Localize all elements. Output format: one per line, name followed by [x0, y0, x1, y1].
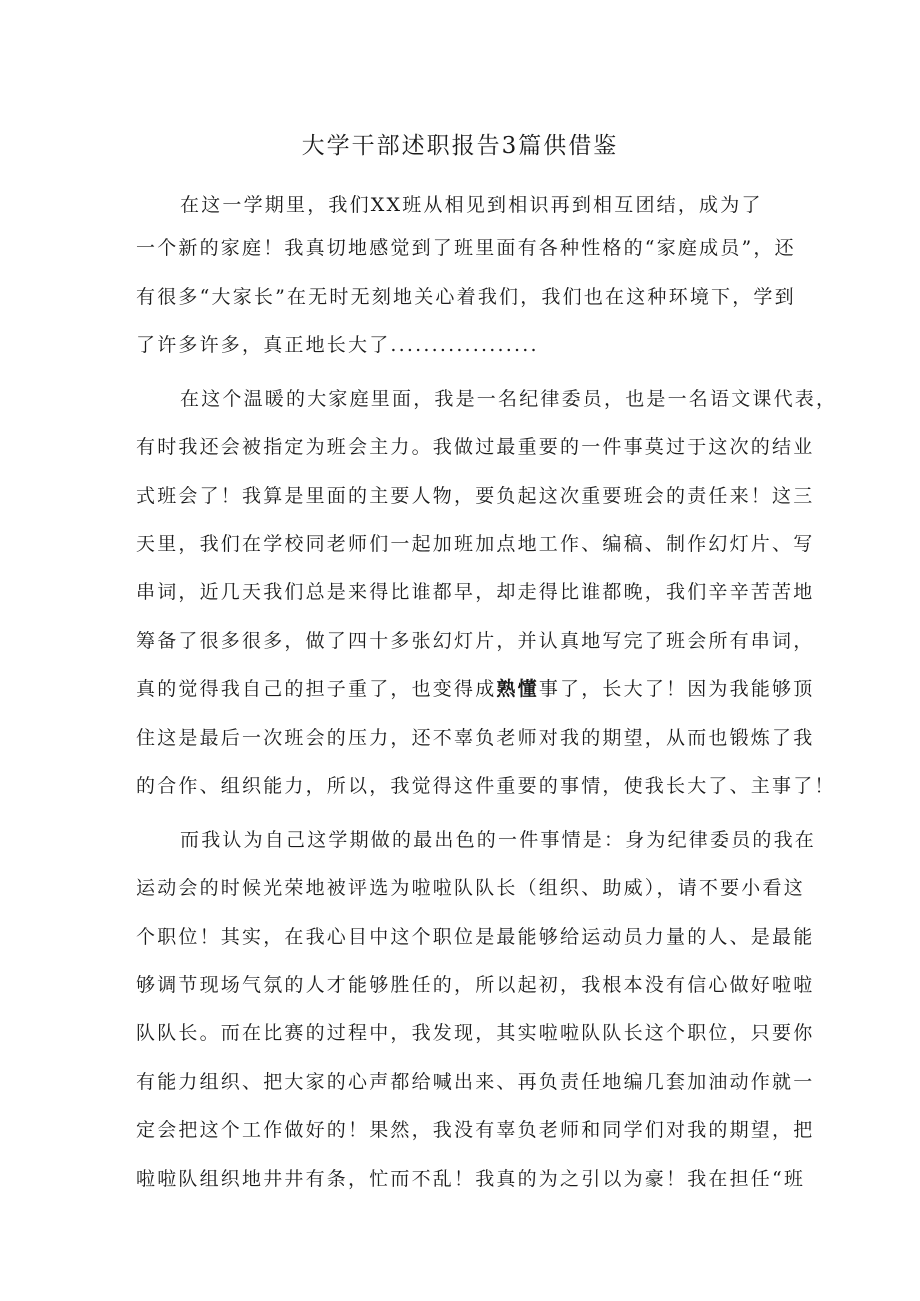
paragraph-1-line-1: 在这一学期里，我们XX班从相见到相识再到相互团结，成为了	[180, 194, 763, 216]
document-title: 大学干部述职报告3篇供借鉴	[301, 133, 619, 159]
paragraph-3-line-3: 个职位！其实，在我心目中这个职位是最能够给运动员力量的人、是最能	[136, 926, 815, 948]
paragraph-2-line-4: 天里，我们在学校同老师们一起加班加点地工作、编稿、制作幻灯片、写	[136, 533, 815, 555]
line-segment-after: 事了，长大了！因为我能够顶	[538, 678, 815, 700]
paragraph-3-line-1: 而我认为自己这学期做的最出色的一件事情是：身为纪律委员的我在	[180, 829, 817, 851]
line-segment-before: 真的觉得我自己的担子重了，也变得成	[136, 678, 497, 700]
paragraph-2-line-3: 式班会了！我算是里面的主要人物，要负起这次重要班会的责任来！这三	[136, 485, 815, 507]
paragraph-2-line-7	[136, 675, 814, 703]
paragraph-1-line-2: 一个新的家庭！我真切地感觉到了班里面有各种性格的“家庭成员”，还	[136, 237, 796, 259]
paragraph-3-line-8: 啦啦队组织地井井有条，忙而不乱！我真的为之引以为豪！我在担任“班	[136, 1168, 806, 1190]
paragraph-2-line-9: 的合作、组织能力，所以，我觉得这件重要的事情，使我长大了、主事了！	[136, 775, 836, 797]
paragraph-3-line-5: 队队长。而在比赛的过程中，我发现，其实啦啦队队长这个职位，只要你	[136, 1022, 815, 1044]
paragraph-2-line-1: 在这个温暖的大家庭里面，我是一名纪律委员，也是一名语文课代表，	[180, 388, 838, 410]
paragraph-1-line-4: 了许多许多，真正地长大了..................	[136, 334, 539, 356]
paragraph-3-line-2: 运动会的时候光荣地被评选为啦啦队队长（组织、助威），请不要小看这	[136, 877, 805, 899]
paragraph-1-line-3: 有很多“大家长”在无时无刻地关心着我们，我们也在这种环境下，学到	[136, 286, 796, 308]
paragraph-2-line-8: 住这是最后一次班会的压力，还不辜负老师对我的期望，从而也锻炼了我	[136, 727, 815, 749]
paragraph-3-line-7: 定会把这个工作做好的！果然，我没有辜负老师和同学们对我的期望，把	[136, 1119, 815, 1141]
paragraph-3-line-6: 有能力组织、把大家的心声都给喊出来、再负责任地编几套加油动作就一	[136, 1071, 815, 1093]
paragraph-2-line-2: 有时我还会被指定为班会主力。我做过最重要的一件事莫过于这次的结业	[136, 436, 815, 458]
paragraph-3-line-4: 够调节现场气氛的人才能够胜任的，所以起初，我根本没有信心做好啦啦	[136, 974, 815, 996]
paragraph-2-line-6: 筹备了很多很多，做了四十多张幻灯片，并认真地写完了班会所有串词，	[136, 630, 815, 652]
bold-term: 熟懂	[496, 678, 539, 700]
paragraph-2-line-5: 串词，近几天我们总是来得比谁都早，却走得比谁都晚，我们辛辛苦苦地	[136, 581, 815, 603]
